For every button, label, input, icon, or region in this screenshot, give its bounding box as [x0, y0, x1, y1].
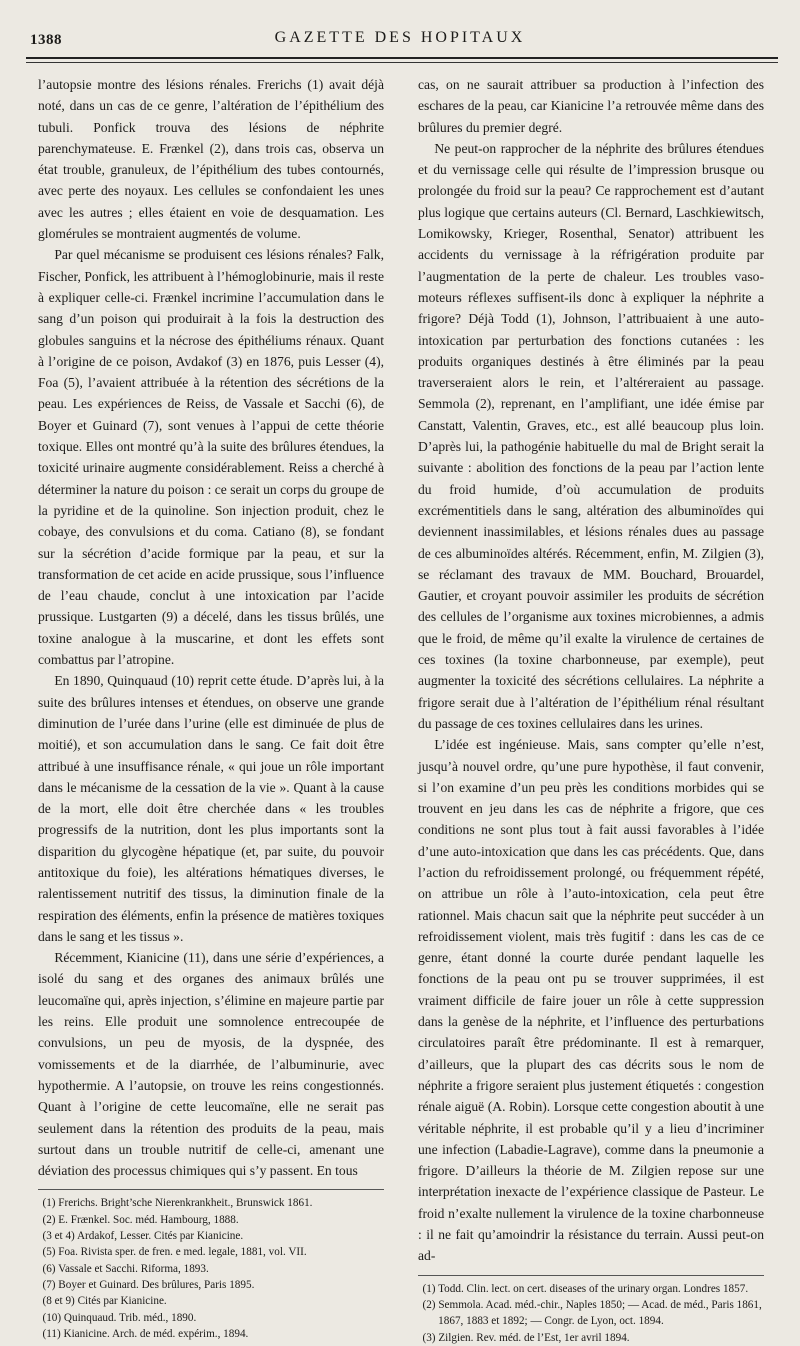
footnote: (2) Semmola. Acad. méd.-chir., Naples 1850; — Acad. de méd., Paris 1861, 1867, 1883 et 1892; — Congr. de Lyon, oct. 1894.	[422, 1298, 762, 1328]
left-paragraph-1: l’autopsie montre des lésions rénales. Frerichs (1) avait déjà noté, dans un cas de ce genre, l’altération de l’épithélium des tubuli. Ponfick trouva des lésions de néphrite parenchymateuse. E. Frænkel (2), dans trois cas, observa un état trouble, granuleux, de l’épithélium des tubes contournés, avec perte des noyaux. Les cellules se confondaient les unes avec les autres ; elles étaient en voie de desquamation. Les glomérules se montraient augmentés de volume.	[38, 77, 384, 242]
page-number: 1388	[30, 32, 62, 48]
right-paragraph-2: Ne peut-on rapprocher de la néphrite des brûlures étendues et du vernissage celle qui résulte de l’impression brusque ou prolongée du froid sur la peau? Ce rapprochement est d’autant plus logique que certains auteurs (Cl. Bernard, Laschkiewitsch, Lomikowsky, Krieger, Rosenthal, Senator) attribuent les accidents du vernissage à la réfrigération produite par l’augmentation de la perte de chaleur. Les troubles vaso-moteurs réflexes suffisent-ils donc à expliquer la néphrite a frigore? Déjà Todd (1), Johnson, l’attribuaient à une auto-intoxication par perturbation des fonctions cutanées : les produits organiques destinés à être éliminés par la peau traverseraient alors le rein, et l’altéreraient au passage. Semmola (2), reprenant, en l’amplifiant, une idée émise par Canstatt, Valentin, Graves, etc., est allé beaucoup plus loin. D’après lui, la pathogénie habituelle du mal de Bright serait la suivante : abolition des fonctions de la peau par l’action lente du froid humide, d’où accumulation de produits excrémentitiels dans le sang, altération des albuminoïdes qui deviennent inassimilables, et lésions rénales dues au passage de ces albuminoïdes altérés. Récemment, enfin, M. Zilgien (3), se réclamant des travaux de MM. Bouchard, Brouardel, Gautier, et croyant pouvoir assimiler les produits de sécrétion des cellules de l’organisme aux toxines microbiennes, a admis que le froid, de même qu’il exalte la virulence de certaines de ces toxines (la toxine charbonneuse, par exemple), peut augmenter la toxicité des sécrétions cellulaires. La néphrite a frigore serait due à l’altération de l’épithélium rénal résultant du passage de ces toxines cellulaires dans les urines.	[418, 140, 764, 731]
right-column	[418, 74, 764, 1346]
footnote: (3) Zilgien. Rev. méd. de l’Est, 1er avril 1894.	[422, 1331, 630, 1344]
right-paragraph-1: cas, on ne saurait attribuer sa production à l’infection des eschares de la peau, car Kianicine l’a retrouvée même dans des brûlures du premier degré.	[418, 77, 764, 135]
footnote: (1) Frerichs. Bright’sche Nierenkrankheit., Brunswick 1861.	[42, 1197, 313, 1210]
running-title: GAZETTE DES HOPITAUX	[274, 29, 526, 46]
footnote: (1) Todd. Clin. lect. on cert. diseases of the urinary organ. Londres 1857.	[422, 1282, 749, 1295]
footnote: (7) Boyer et Guinard. Des brûlures, Paris 1895.	[42, 1278, 255, 1291]
left-column	[38, 74, 384, 1342]
header-rule-thin	[26, 62, 778, 63]
footnote-rule	[38, 1189, 384, 1190]
left-paragraph-4: Récemment, Kianicine (11), dans une série d’expériences, a isolé du sang et des organes des animaux brûlés une leucomaïne qui, après injection, s’élimine en majeure partie par les reins. Elle produit une somnolence entrecoupée de convulsions, un peu de myosis, de la dyspnée, des vomissements et de la diarrhée, de l’albuminurie, avec hypothermie. A l’autopsie, on trouve les reins congestionnés. Quant à l’origine de cette leucomaïne, elle ne serait pas seulement dans la rétention des produits de la peau, mais surtout dans un trouble nutritif de celle-ci, amenant une déviation des processus chimiques qui s’y passent. En tous	[38, 950, 384, 1179]
right-paragraph-3: L’idée est ingénieuse. Mais, sans compter qu’elle n’est, jusqu’à nouvel ordre, qu’une pure hypothèse, il faut convenir, si l’on examine d’un peu près les conditions morbides qui se trouvent en jeu dans les cas de néphrite a frigore, que ces conditions ne sont plus tout à fait aussi favorables à l’idée d’une auto-intoxication que dans les cas précédents. Que, dans l’action du refroidissement prolongé, ou fréquemment répété, on attribue un rôle à l’auto-intoxication, cela peut être rationnel. Mais chacun sait que la néphrite peut succéder à un refroidissement violent, mais très fugitif : dans les cas de ce genre, étant donné la courte durée pendant laquelle les fonctions de la peau ont pu se trouver supprimées, il est vraiment difficile de faire jouer un rôle à cette suppression dans la genèse de la néphrite, et l’influence des perturbations circulatoires paraît être prédominante. Il est à remarquer, d’ailleurs, que la plupart des cas décrits sous le nom de néphrite a frigore seraient plus justement étiquetés : congestion rénale aiguë (A. Robin). Lorsque cette congestion aboutit à une véritable néphrite, il est probable qu’il y a lieu d’incriminer une infection (Labadie-Lagrave), comme dans la pneumonie a frigore. D’ailleurs la théorie de M. Zilgien repose sur une interprétation inexacte de l’expérience classique de Pasteur. Le froid n’exalte nullement la virulence de la toxine charbonneuse : il ne fait qu’amoindrir la résistance du terrain. Aussi peut-on ad-	[418, 737, 764, 1264]
footnote: (8 et 9) Cités par Kianicine.	[42, 1295, 167, 1308]
footnote: (10) Quinquaud. Trib. méd., 1890.	[42, 1311, 197, 1324]
left-paragraph-2: Par quel mécanisme se produisent ces lésions rénales? Falk, Fischer, Ponfick, les attribuent à l’hémoglobinurie, mais il reste à expliquer celle-ci. Frænkel incrimine l’accumulation dans le sang d’un poison qui produirait à la fois la destruction des globules sanguins et la nécrose des épithéliums rénaux. Quant à l’origine de ce poison, Avdakof (3) en 1876, puis Lesser (4), Foa (5), l’avaient attribuée à la rétention des sécrétions de la peau. Les expériences de Reiss, de Vassale et Sacchi (6), de Boyer et Guinard (7), sont venues à l’appui de cette théorie toxique. Elles ont montré qu’à la suite des brûlures étendues, la toxicité urinaire augmente considérablement. Reiss a cherché à déterminer la nature du poison : ce serait un corps du groupe de la pyridine et de la quinoline. Son injection produit, chez le cobaye, des convulsions et du coma. Catiano (8), se fondant sur la sécrétion d’acide formique par la peau, et sur la transformation de cet acide en acide prussique, sous l’influence de l’eau chaude, conclut à une intoxication par l’acide prussique. Lustgarten (9) a décelé, dans les tissus brûlés, une toxine analogue à la muscarine, et dont les effets sont combattus par l’atropine.	[38, 247, 384, 668]
footnote: (6) Vassale et Sacchi. Riforma, 1893.	[42, 1262, 209, 1275]
footnote: (3 et 4) Ardakof, Lesser. Cités par Kianicine.	[42, 1230, 244, 1243]
header-rule-thick	[26, 57, 778, 59]
footnote: (5) Foa. Rivista sper. de fren. e med. legale, 1881, vol. VII.	[42, 1246, 307, 1259]
left-paragraph-3: En 1890, Quinquaud (10) reprit cette étude. D’après lui, à la suite des brûlures intenses et étendues, on observe une grande diminution de l’urée dans l’urine (elle est diminuée de plus de moitié), et son accumulation dans le sang. Ce fait doit être attribué à une insuffisance rénale, « qui joue un rôle important dans le mécanisme de la cessation de la vie ». Quant à la cause de la mort, elle doit être cherchée dans « les troubles progressifs de la nutrition, dont les plus importants sont la disparition du glycogène hépatique (et, par suite, du pouvoir antitoxique du foie), les altérations hématiques diverses, le ralentissement nutritif des tissus, la diminution finale de la respiration des éléments, enfin la présence de matières toxiques dans le sang et les tissus ».	[38, 673, 384, 944]
footnote: (2) E. Frænkel. Soc. méd. Hambourg, 1888.	[42, 1213, 239, 1226]
footnote: (11) Kianicine. Arch. de méd. expérim., 1894.	[42, 1327, 249, 1340]
footnote-rule	[418, 1275, 764, 1276]
